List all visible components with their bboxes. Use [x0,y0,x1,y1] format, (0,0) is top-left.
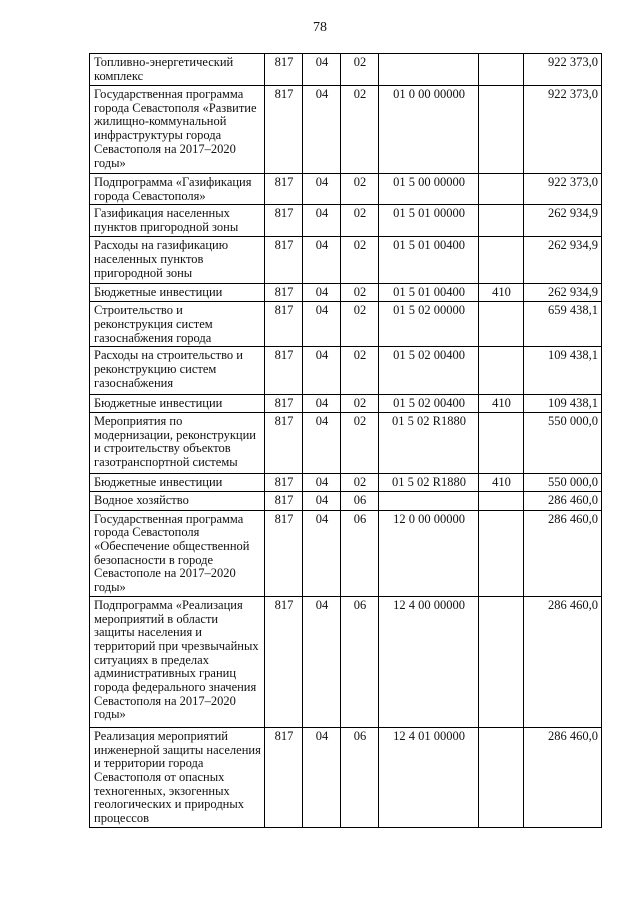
row-name: Строительство и реконструкция систем газоснабжения города [90,302,265,347]
row-name: Подпрограмма «Реализация мероприятий в области защиты населения и территорий при чрезвычайных ситуациях в пределах административных границ города федерального значения Севастополя на 2017–2020 годы» [90,596,265,727]
table-row [90,284,602,302]
row-expense-type [479,86,524,174]
row-name: Топливно-энергетический комплекс [90,54,265,86]
row-amount: 286 460,0 [524,727,602,827]
row-subsection-code: 02 [341,205,379,237]
row-section-code: 04 [303,237,341,284]
row-name: Бюджетные инвестиции [90,284,265,302]
row-section-code: 04 [303,596,341,727]
row-name: Расходы на газификацию населенных пунктов пригородной зоны [90,237,265,284]
table-row [90,596,602,727]
row-grbs-code: 817 [265,86,303,174]
row-amount: 550 000,0 [524,412,602,473]
row-target-article: 01 5 02 00000 [379,302,479,347]
table-row [90,54,602,86]
row-subsection-code: 02 [341,302,379,347]
row-amount: 286 460,0 [524,510,602,596]
row-name: Реализация мероприятий инженерной защиты населения и территории города Севастополя от опасных техногенных, экзогенных геологических и природных процессов [90,727,265,827]
row-section-code: 04 [303,347,341,395]
row-name: Государственная программа города Севастополя «Развитие жилищно-коммунальной инфраструктуры города Севастополя на 2017–2020 годы» [90,86,265,174]
row-amount: 550 000,0 [524,473,602,491]
table-row [90,237,602,284]
row-amount: 922 373,0 [524,54,602,86]
row-subsection-code: 02 [341,412,379,473]
row-target-article: 12 0 00 00000 [379,510,479,596]
row-subsection-code: 02 [341,347,379,395]
table-row [90,174,602,205]
row-subsection-code: 06 [341,596,379,727]
row-amount: 922 373,0 [524,86,602,174]
row-target-article: 12 4 00 00000 [379,596,479,727]
row-target-article: 01 5 02 R1880 [379,473,479,491]
row-amount: 922 373,0 [524,174,602,205]
table-row [90,395,602,413]
table-row [90,205,602,237]
table-row [90,727,602,827]
table-row [90,412,602,473]
row-name: Государственная программа города Севастополя «Обеспечение общественной безопасности в городе Севастополе на 2017–2020 годы» [90,510,265,596]
row-grbs-code: 817 [265,395,303,413]
row-expense-type [479,727,524,827]
row-section-code: 04 [303,174,341,205]
row-grbs-code: 817 [265,284,303,302]
row-section-code: 04 [303,395,341,413]
row-grbs-code: 817 [265,596,303,727]
row-expense-type [479,510,524,596]
row-amount: 262 934,9 [524,205,602,237]
row-name: Мероприятия по модернизации, реконструкции и строительству объектов газотранспортной системы [90,412,265,473]
row-expense-type [479,205,524,237]
row-subsection-code: 02 [341,473,379,491]
row-expense-type [479,302,524,347]
row-expense-type: 410 [479,395,524,413]
row-expense-type [479,491,524,510]
row-target-article: 01 5 02 R1880 [379,412,479,473]
row-name: Подпрограмма «Газификация города Севастополя» [90,174,265,205]
page-number: 78 [313,20,327,35]
row-subsection-code: 06 [341,727,379,827]
row-subsection-code: 02 [341,86,379,174]
row-expense-type [479,54,524,86]
table-row [90,491,602,510]
row-target-article: 01 5 01 00000 [379,205,479,237]
row-target-article: 01 5 01 00400 [379,237,479,284]
row-target-article: 01 5 01 00400 [379,284,479,302]
row-grbs-code: 817 [265,473,303,491]
row-grbs-code: 817 [265,347,303,395]
row-amount: 659 438,1 [524,302,602,347]
row-expense-type [479,174,524,205]
row-name: Бюджетные инвестиции [90,395,265,413]
row-section-code: 04 [303,205,341,237]
row-subsection-code: 06 [341,491,379,510]
table-row [90,510,602,596]
row-expense-type [479,596,524,727]
row-section-code: 04 [303,473,341,491]
table-row [90,473,602,491]
row-section-code: 04 [303,302,341,347]
row-section-code: 04 [303,491,341,510]
row-subsection-code: 06 [341,510,379,596]
row-grbs-code: 817 [265,510,303,596]
row-expense-type [479,412,524,473]
row-subsection-code: 02 [341,174,379,205]
row-name: Бюджетные инвестиции [90,473,265,491]
row-amount: 286 460,0 [524,491,602,510]
row-section-code: 04 [303,54,341,86]
row-name: Расходы на строительство и реконструкцию систем газоснабжения [90,347,265,395]
row-target-article: 12 4 01 00000 [379,727,479,827]
row-amount: 109 438,1 [524,347,602,395]
row-amount: 286 460,0 [524,596,602,727]
row-grbs-code: 817 [265,412,303,473]
table-row [90,347,602,395]
row-target-article: 01 5 02 00400 [379,347,479,395]
row-target-article [379,491,479,510]
row-target-article: 01 5 00 00000 [379,174,479,205]
row-amount: 109 438,1 [524,395,602,413]
row-target-article: 01 5 02 00400 [379,395,479,413]
row-section-code: 04 [303,510,341,596]
table-row [90,302,602,347]
row-grbs-code: 817 [265,205,303,237]
row-section-code: 04 [303,727,341,827]
row-section-code: 04 [303,86,341,174]
row-grbs-code: 817 [265,302,303,347]
row-subsection-code: 02 [341,395,379,413]
table-row [90,86,602,174]
budget-table-body [90,54,602,828]
row-subsection-code: 02 [341,54,379,86]
row-subsection-code: 02 [341,237,379,284]
row-grbs-code: 817 [265,237,303,284]
row-amount: 262 934,9 [524,237,602,284]
row-expense-type [479,347,524,395]
row-name: Водное хозяйство [90,491,265,510]
row-expense-type [479,237,524,284]
row-section-code: 04 [303,412,341,473]
row-expense-type: 410 [479,473,524,491]
row-grbs-code: 817 [265,491,303,510]
row-subsection-code: 02 [341,284,379,302]
row-target-article: 01 0 00 00000 [379,86,479,174]
row-expense-type: 410 [479,284,524,302]
budget-table [89,53,602,828]
row-grbs-code: 817 [265,54,303,86]
row-target-article [379,54,479,86]
row-section-code: 04 [303,284,341,302]
row-grbs-code: 817 [265,174,303,205]
row-name: Газификация населенных пунктов пригородной зоны [90,205,265,237]
row-amount: 262 934,9 [524,284,602,302]
row-grbs-code: 817 [265,727,303,827]
